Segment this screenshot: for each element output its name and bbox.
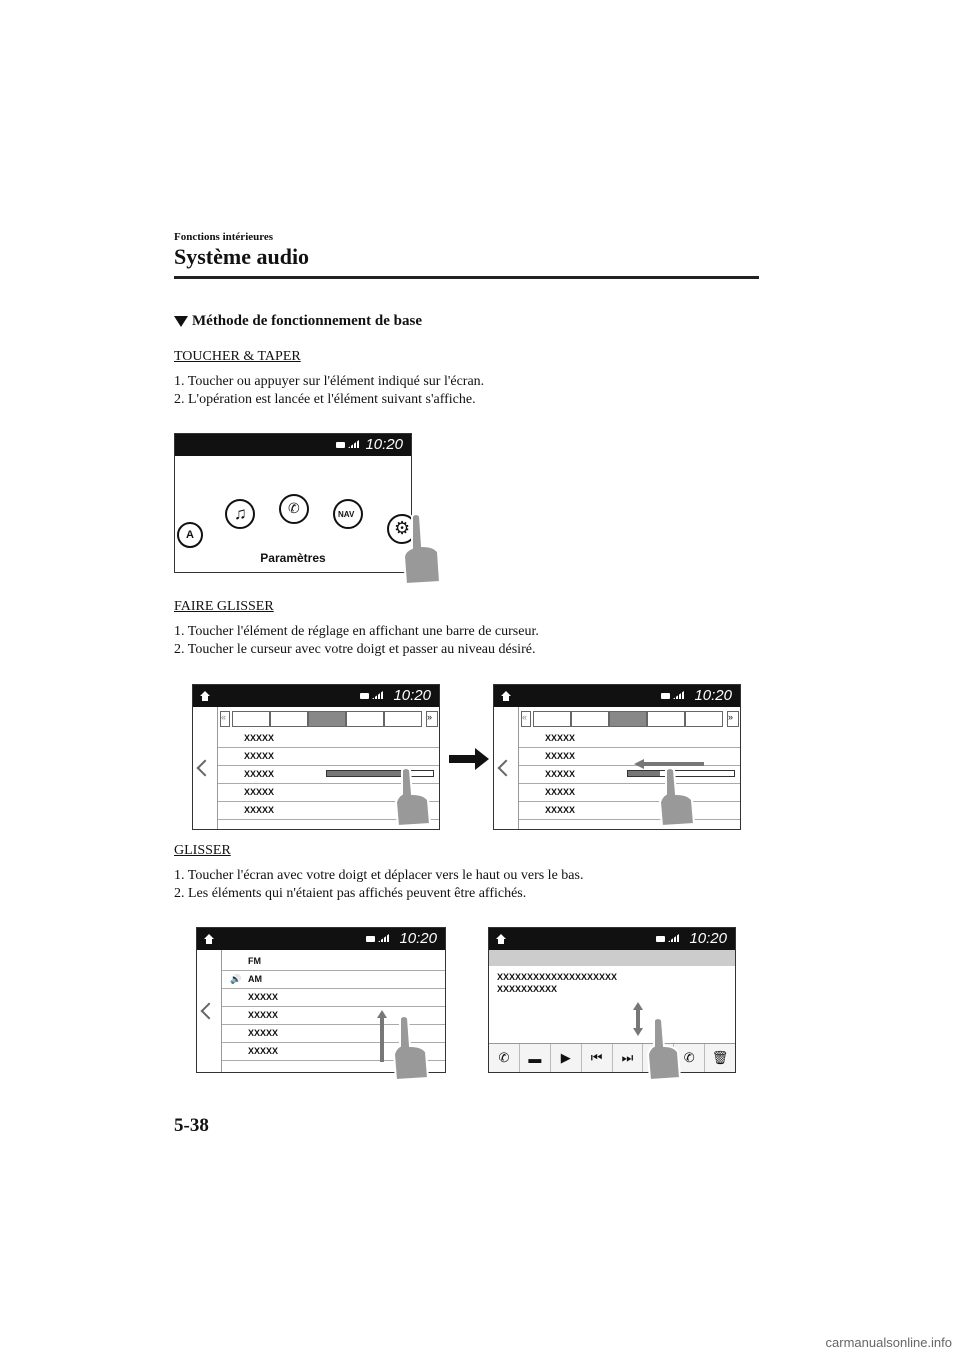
arrow-up-down-icon [633,1002,643,1036]
touch-tap-label: TOUCHER & TAPER [174,349,301,364]
finger-drag-icon [392,766,434,828]
chevron-left-icon [197,760,214,777]
list-item-label: XXXXX [545,751,576,761]
swipe-step-1: 1. Toucher l'écran avec votre doigt et déplacer vers le haut ou vers le bas. [174,868,584,883]
list-item[interactable] [222,952,445,971]
list-item-label: XXXXX [545,769,576,779]
finger-swipe-icon [390,1014,432,1082]
battery-icon [360,693,369,699]
message-screen [488,927,736,1073]
finger-tap-icon [400,512,442,586]
touch-tap-step-2: 2. L'opération est lancée et l'élément suivant s'affiche. [174,392,476,407]
page-title: Système audio [174,244,310,269]
watermark: carmanualsonline.info [825,1335,952,1350]
message-line-2: XXXXXXXXXX [497,984,558,994]
drag-label: FAIRE GLISSER [174,599,274,614]
folder-icon[interactable]: ▬ [520,1044,551,1072]
list-item-label: AM [248,974,262,984]
list-item-label: FM [248,956,261,966]
touch-tap-step-1: 1. Toucher ou appuyer sur l'élément indiqué sur l'écran. [174,374,485,389]
list-item-label: XXXXX [244,805,275,815]
phone-bubble-glyph: ✆ [288,500,300,516]
list-item-label: XXXXX [244,769,275,779]
battery-icon [336,442,345,448]
message-line-1: XXXXXXXXXXXXXXXXXXXX [497,972,618,982]
header-rule [174,276,759,279]
chevron-left-icon [201,1003,218,1020]
tab[interactable] [270,711,308,727]
section-heading-text: Méthode de fonctionnement de base [192,313,422,329]
list-item[interactable] [519,729,740,748]
list-item[interactable] [218,729,439,748]
home-icon [495,933,507,945]
tab[interactable] [685,711,723,727]
tab[interactable] [533,711,571,727]
list-item-label: XXXXX [248,1046,279,1056]
music-icon[interactable] [225,499,255,529]
section-kicker: Fonctions intérieures [174,231,274,243]
tab-strip [519,711,740,727]
play-icon[interactable]: ▶ [551,1044,582,1072]
swipe-label: GLISSER [174,843,231,858]
page-number: 5-38 [174,1115,209,1136]
battery-icon [661,693,670,699]
navigation-icon[interactable] [333,499,363,529]
message-toolbar [489,1043,735,1072]
list-item[interactable] [519,801,740,820]
tab-selected[interactable] [308,711,346,727]
speaker-icon: 🔊 [230,974,242,984]
back-column[interactable] [197,950,222,1072]
status-bar [494,685,740,707]
drag-step-2: 2. Toucher le curseur avec votre doigt et passer au niveau désiré. [174,642,536,657]
list-item-label: XXXXX [248,1010,279,1020]
list-item[interactable] [519,783,740,802]
signal-icon [378,934,389,942]
tab[interactable] [647,711,685,727]
list-item-label: XXXXX [244,733,275,743]
home-icon [500,690,512,702]
list-item[interactable] [519,747,740,766]
status-bar [197,928,445,950]
gear-glyph: ⚙ [394,518,411,538]
arrow-up-icon [377,1010,387,1062]
home-icon [199,690,211,702]
apps-icon[interactable] [177,522,203,548]
chevron-left-icon [498,760,515,777]
battery-icon [656,936,665,942]
tab-scroll-left-icon[interactable]: « [521,711,531,727]
message-header-strip [489,950,735,966]
signal-icon [673,691,684,699]
back-column[interactable] [193,707,218,829]
home-icon [203,933,215,945]
battery-icon [366,936,375,942]
clock: 10:20 [399,930,437,947]
list-item-label: XXXXX [248,1028,279,1038]
next-icon[interactable]: ⏭ [613,1044,644,1072]
status-bar [489,928,735,950]
delete-icon[interactable]: 🗑 [711,1050,729,1065]
list-item-label: XXXXX [244,787,275,797]
clock: 10:20 [689,930,727,947]
tab[interactable] [346,711,384,727]
clock: 10:20 [694,687,732,704]
list-item-label: XXXXX [248,992,279,1002]
signal-icon [668,934,679,942]
list-item-label: XXXXX [545,733,576,743]
home-screen-illustration [174,433,412,573]
navigation-icon-label: NAV [338,510,355,519]
clock: 10:20 [393,687,431,704]
arrow-right-icon [449,748,489,770]
list-item[interactable] [222,970,445,989]
signal-icon [372,691,383,699]
list-item[interactable] [218,747,439,766]
tab-scroll-left-icon[interactable]: « [220,711,230,727]
tab-scroll-right-icon[interactable]: » [727,711,739,727]
list-item-label: XXXXX [545,805,576,815]
triangle-down-icon [174,316,188,327]
status-bar [175,434,411,456]
apps-icon-letter: A [186,529,194,541]
tab[interactable] [384,711,422,727]
tab-strip [218,711,439,727]
section-heading [174,313,422,330]
signal-icon [348,440,359,448]
back-column[interactable] [494,707,519,829]
finger-drag-icon [656,766,698,828]
list-item[interactable] [519,765,740,784]
messages-icon[interactable]: ✆ [489,1044,520,1072]
drag-step-1: 1. Toucher l'élément de réglage en affichant une barre de curseur. [174,624,539,639]
clock: 10:20 [365,436,403,453]
status-bar [193,685,439,707]
tab[interactable] [571,711,609,727]
tab-selected[interactable] [609,711,647,727]
call-icon[interactable]: ✆ [674,1044,705,1072]
list-item-label: XXXXX [244,751,275,761]
drag-after-screen [493,684,741,830]
list-item-label: XXXXX [545,787,576,797]
previous-icon[interactable]: ⏮ [582,1044,613,1072]
swipe-step-2: 2. Les éléments qui n'étaient pas affichés peuvent être affichés. [174,886,527,901]
tab-scroll-right-icon[interactable]: » [426,711,438,727]
list-item[interactable] [222,988,445,1007]
music-note-glyph: ♫ [234,504,247,523]
finger-swipe-icon [646,1016,684,1082]
selected-item-caption: Paramètres [260,551,326,565]
tab[interactable] [232,711,270,727]
communication-icon[interactable] [279,494,309,524]
